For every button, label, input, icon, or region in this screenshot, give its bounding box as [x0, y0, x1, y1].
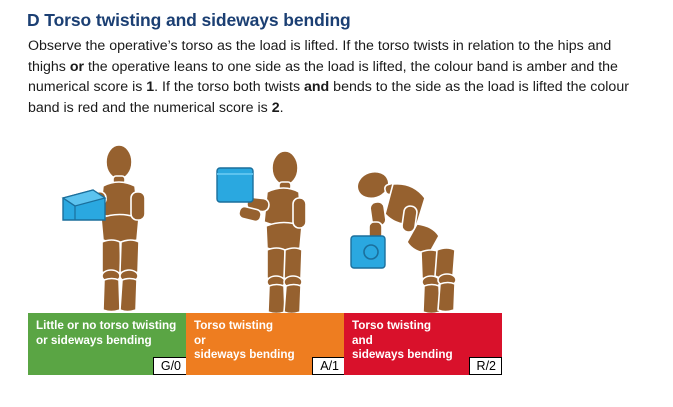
load-box-icon — [63, 190, 105, 220]
paragraph-part-2: the operative leans to one side as the load is lifted, the colour band is amber and the numerical score is — [28, 58, 618, 95]
paragraph-bold-score-2: 2 — [271, 99, 280, 116]
figure-no-twist — [55, 140, 185, 320]
figure-group — [0, 140, 673, 315]
paragraph-part-1: Observe the operative’s torso as the load is lifted. If the torso twists in relation to the hips and thighs — [28, 38, 612, 75]
band-amber-line-3: sideways bending — [194, 348, 295, 361]
band-amber-score: A/1 — [312, 357, 344, 375]
description-paragraph — [28, 36, 650, 118]
figure-twisting-svg — [205, 140, 335, 315]
paragraph-bold-score-1: 1 — [146, 79, 155, 95]
paragraph-bold-and: and — [304, 79, 330, 95]
band-red-line-3: sideways bending — [352, 348, 453, 361]
band-red-score: R/2 — [469, 357, 502, 375]
colour-band — [28, 313, 502, 375]
paragraph-part-5: . — [279, 99, 284, 116]
band-red-line-2: and — [352, 333, 373, 347]
band-amber-line-2: or — [194, 333, 206, 347]
load-box-icon — [351, 236, 385, 268]
band-red-line-1: Torso twisting — [352, 319, 431, 332]
band-green-score: G/0 — [153, 357, 186, 375]
paragraph-part-3: . If the torso both twists — [154, 79, 304, 95]
load-box-icon — [217, 168, 253, 202]
figure-twisting — [205, 140, 335, 320]
paragraph-bold-or: or — [69, 58, 84, 75]
band-green-line-2: or sideways bending — [36, 333, 152, 347]
figure-twisting-and-bending — [345, 140, 515, 320]
band-segment-green — [28, 313, 186, 375]
paragraph-part-4: bends to the side as the load is lifted the colour band is red and the numerical score is — [28, 79, 629, 116]
band-green-line-1: Little or no torso twisting — [36, 319, 177, 332]
band-amber-line-1: Torso twisting — [194, 319, 273, 332]
figure-twisting-and-bending-svg — [345, 140, 515, 315]
page-title: D Torso twisting and sideways bending — [27, 10, 351, 30]
figure-no-twist-svg — [55, 140, 185, 315]
band-segment-red — [344, 313, 502, 375]
band-segment-amber — [186, 313, 344, 375]
